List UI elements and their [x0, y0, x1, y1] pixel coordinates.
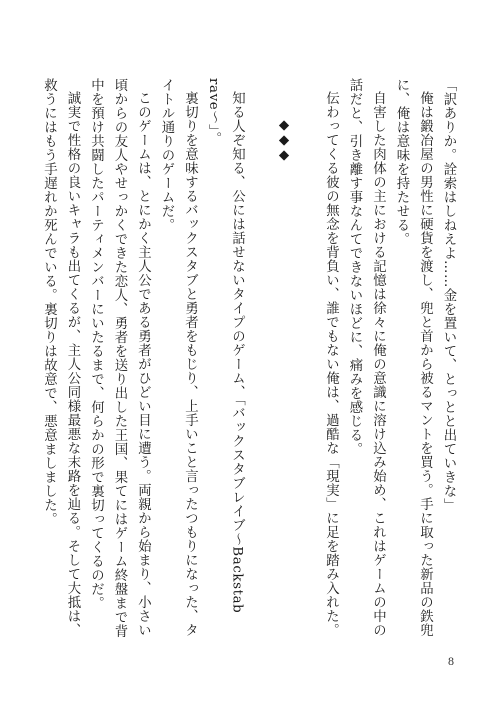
blank-line: [296, 78, 320, 638]
paragraph: 誠実で性格の良いキャラも出てくるが、主人公同様最悪な末路を辿る。そして大抵は、救うにはもう手遅れか死んでいる。裏切りは故意で、悪意ましました。: [41, 78, 80, 638]
vertical-text-body: [35, 78, 460, 638]
dialogue-line: 「訳ありか。詮索はしねえよ……金を置いて、とっとと出ていきな」: [441, 78, 456, 512]
blank-line: [249, 78, 273, 638]
page-number: 8: [448, 654, 454, 668]
paragraph: 自害した肉体の主における記憶は徐々に俺の意識に溶け込み始め、これはゲームの中の話だと、引き離す事なんてできないほどに、痛みを感じる。: [347, 78, 386, 638]
section-divider: ◆◆◆: [276, 118, 292, 164]
paragraph: 伝わってくる彼の無念を背負い、誰でもない俺は、過酷な「現実」に足を踏み入れた。: [323, 91, 339, 638]
paragraph: 知る人ぞ知る、公には話せないタイプのゲーム、「バックスタブレイブ～Backstab rave～」。: [206, 78, 245, 614]
paragraph: このゲームは、とにかく主人公である勇者がひどい目に遭う。両親から始まり、小さい頃からの友人やせっかくできた恋人、勇者を送り出した王国、果てにはゲーム終盤まで背中を預け共闘したパーティメンバーにいたるまで、何らかの形で裏切ってくるのだ。: [88, 78, 151, 638]
paragraph: 裏切りを意味するバックスタブと勇者をもじり、上手いこと言ったつもりになった、タイトル通りのゲームだ。: [159, 78, 198, 638]
paragraph: 俺は鍛冶屋の男性に硬貨を渡し、兜と首から被るマントを買う。手に取った新品の鉄兜に、俺は意味を持たせる。: [394, 78, 433, 638]
